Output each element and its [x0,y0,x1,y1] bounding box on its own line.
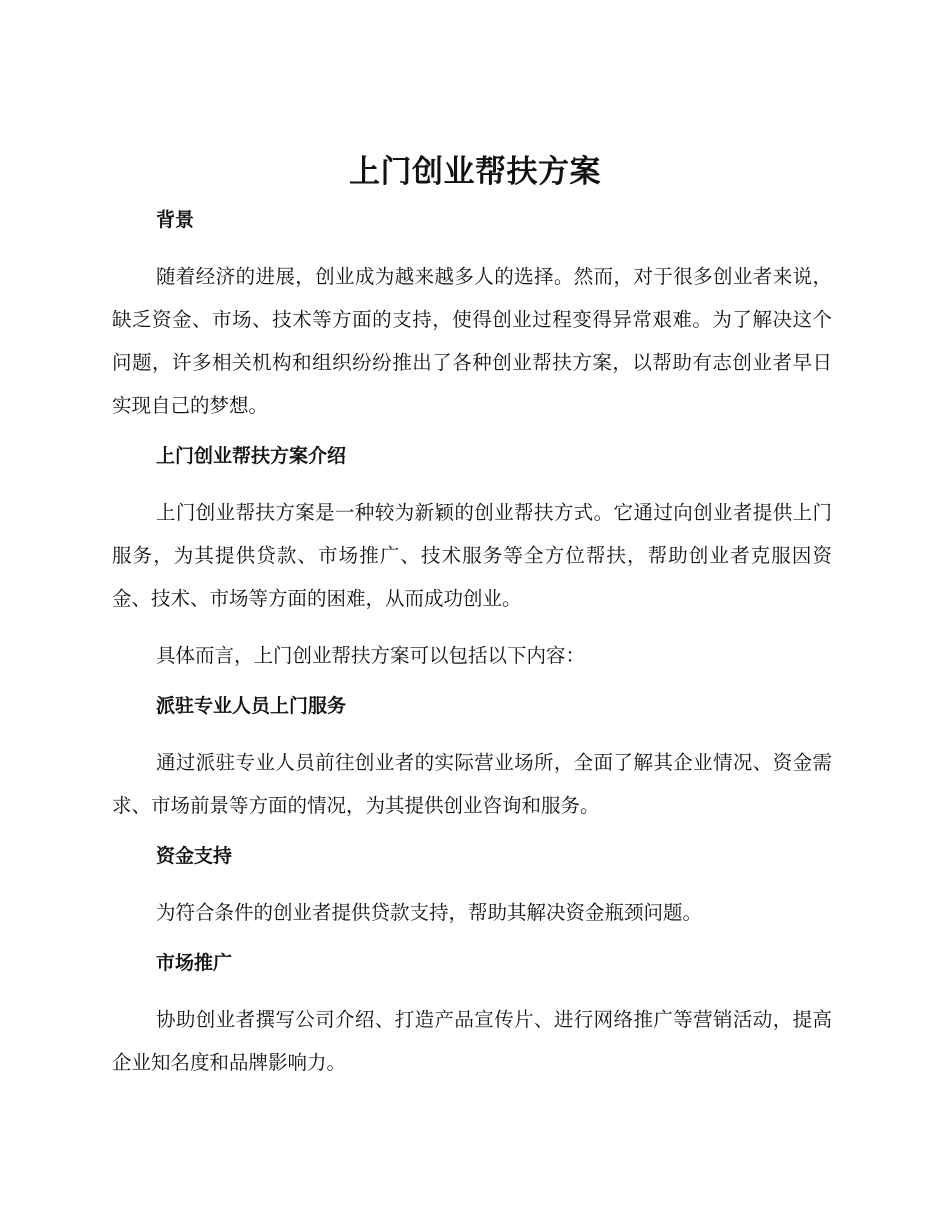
paragraph-marketing: 协助创业者撰写公司介绍、打造产品宣传片、进行网络推广等营销活动，提高企业知名度和品牌影响力。 [112,1008,832,1074]
document-body [112,205,832,1084]
document-title: 上门创业帮扶方案 [349,154,601,190]
section-heading-background: 背景 [156,209,195,231]
section-heading-funding: 资金支持 [156,845,233,867]
paragraph-background: 随着经济的进展，创业成为越来越多人的选择。然而，对于很多创业者来说，缺乏资金、市场、技术等方面的支持，使得创业过程变得异常艰难。为了解决这个问题，许多相关机构和组织纷纷推出了各种创业帮扶方案，以帮助有志创业者早日实现自己的梦想。 [112,265,832,417]
section-heading-marketing: 市场推广 [156,952,233,974]
section-heading-onsite-service: 派驻专业人员上门服务 [156,695,347,717]
paragraph-introduction: 上门创业帮扶方案是一种较为新颖的创业帮扶方式。它通过向创业者提供上门服务，为其提供贷款、市场推广、技术服务等全方位帮扶，帮助创业者克服因资金、技术、市场等方面的困难，从而成功创业。 [112,501,832,610]
paragraph-funding: 为符合条件的创业者提供贷款支持，帮助其解决资金瓶颈问题。 [156,901,703,924]
section-heading-introduction: 上门创业帮扶方案介绍 [156,445,347,467]
paragraph-onsite-service: 通过派驻专业人员前往创业者的实际营业场所，全面了解其企业情况、资金需求、市场前景等方面的情况，为其提供创业咨询和服务。 [112,751,832,817]
paragraph-contents-lead: 具体而言，上门创业帮扶方案可以包括以下内容： [156,644,586,667]
